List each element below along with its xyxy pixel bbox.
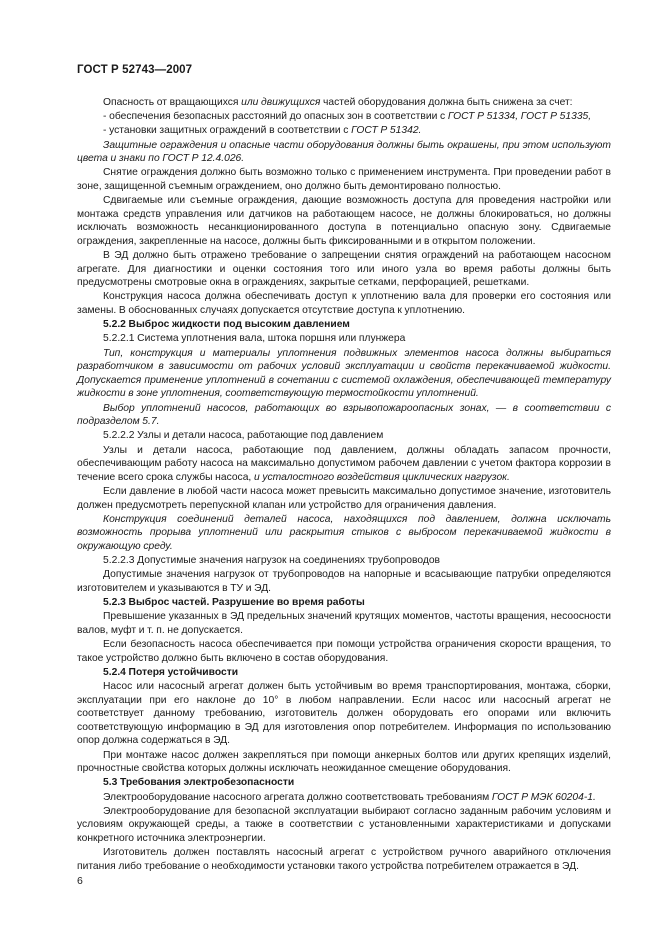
text-run: 5.2.2.2 Узлы и детали насоса, работающие под давлением (103, 430, 384, 442)
para-ed-prohibition (77, 249, 611, 290)
para-electrical-selection (77, 805, 611, 846)
text-run: 5.2.4 Потеря устойчивости (103, 666, 239, 678)
para-anchor-bolts (77, 749, 611, 776)
para-stability (77, 680, 611, 748)
italic-text-run: и усталостного воздействия циклических нагрузок. (253, 471, 510, 483)
para-limits-exceeded (77, 610, 611, 637)
para-explosion-zones (77, 402, 611, 429)
para-emergency-stop (77, 846, 611, 873)
text-run: Опасность от вращающихся (103, 97, 242, 108)
para-electrical-standard (77, 791, 611, 805)
para-pipe-loads (77, 568, 611, 595)
text-run: Если безопасность насоса обеспечивается при помощи устройства ограничения скорости вращения, то такое устройство должно быть включено в состав оборудования. (77, 639, 611, 664)
text-run: Конструкция насоса должна обеспечивать доступ к уплотнению вала для проверки его состояния или замены. В обоснованных случаях допускается отсутствие доступа к уплотнению. (77, 291, 611, 317)
para-seal-design (77, 347, 611, 401)
text-run: Если давление в любой части насоса может превысить максимально допустимое значение, изготовитель должен предусмотреть перепускной клапан или устройство для ограничения давления. (77, 485, 611, 511)
italic-text-run: Тип, конструкция и материалы уплотнения подвижных элементов насоса должны выбираться разработчиком в зависимости от рабочих условий эксплуатации и свойств перекачиваемой жидкости. Допускается применение уплотнений в сочетании с системой охлаждения, обеспечивающей температуру жидкости в зоне уплотнения, соответствующую термостойкости уплотнений. (77, 347, 611, 400)
text-run: Насос или насосный агрегат должен быть устойчивым во время транспортирования, монтажа, сборки, эксплуатации при его наклоне до 10° в любом направлении. Если насос или насосный агрегат не соответствует данному требованию, изготовитель должен оборудовать его опорами или включить соответствующую информацию в ЭД для изготовления опор потребителем. Информация по использованию опор должна содержаться в ЭД. (77, 681, 611, 747)
text-run: Сдвигаемые или съемные ограждения, дающие возможность доступа для проведения настройки или монтажа средств управления или датчиков на работающем насосе, не должны блокироваться, но должны исключать возможность несанкционированного доступа в потенциально опасную зону. Сдвигаемые ограждения, закрепленные на насосе, должны быть фиксированными и в открытом положении. (77, 195, 611, 247)
para-sliding-guards (77, 194, 611, 248)
text-run: 5.2.2.1 Система уплотнения вала, штока поршня или плунжера (103, 333, 406, 345)
para-seal-access (77, 290, 611, 317)
text-run: В ЭД должно быть отражено требование о запрещении снятия ограждений на работающем насосном агрегате. Для диагностики и оценки состояния того или иного узла во время работы должны быть предусмотрены смотровые окна в ограждениях, закрытые сетками, перфорацией, решетками. (77, 250, 611, 289)
para-safe-distance (77, 110, 611, 124)
italic-text-run: ГОСТ Р 51342. (351, 125, 422, 137)
para-guards (77, 124, 611, 138)
para-guard-colors (77, 139, 611, 166)
text-run: Снятие ограждения должно быть возможно только с применением инструмента. При проведении работ в зоне, защищенной съемным ограждением, оно должно быть демонтировано полностью. (77, 167, 611, 192)
text-run: 5.2.2.3 Допустимые значения нагрузок на соединениях трубопроводов (103, 555, 441, 567)
text-run: - установки защитных ограждений в соответствии с (103, 125, 352, 137)
document-header: ГОСТ Р 52743—2007 (77, 64, 193, 76)
text-run: 5.2.3 Выброс частей. Разрушение во время работы (103, 597, 365, 609)
page-number: 6 (77, 875, 83, 887)
text-run: Превышение указанных в ЭД предельных значений крутящих моментов, частоты вращения, несоосности валов, муфт и т. п. не допускается. (77, 611, 611, 636)
heading-5-2-4 (77, 666, 611, 680)
text-run: 5.2.2 Выброс жидкости под высоким давлением (103, 319, 350, 331)
para-pressure-parts (77, 444, 611, 485)
para-5-2-2-1 (77, 332, 611, 346)
text-run: 5.3 Требования электробезопасности (103, 777, 295, 789)
para-speed-limiter (77, 638, 611, 665)
para-rotating-parts (77, 96, 611, 110)
text-run: частей оборудования должна быть снижена за счет: (320, 97, 573, 108)
para-bypass-valve (77, 485, 611, 512)
text-run: Изготовитель должен поставлять насосный агрегат с устройством ручного аварийного отключения питания либо требование о необходимости установки такого устройства потребителем отражается в ЭД. (77, 847, 611, 872)
document-body (77, 96, 611, 874)
heading-5-2-3 (77, 596, 611, 610)
text-run: Допустимые значения нагрузок от трубопроводов на напорные и всасывающие патрубки определяются изготовителем и указываются в ТУ и ЭД. (77, 569, 611, 594)
text-run: При монтаже насос должен закрепляться при помощи анкерных болтов или других крепящих изделий, прочностные свойства которых должны исключать неожиданное смещение оборудования. (77, 749, 611, 775)
text-run: Узлы и детали насоса, работающие под давлением, должны обладать запасом прочности, обеспечивающим работу насоса на максимально допустимом рабочем давлении с учетом фактора коррозии в течение всего срока службы насоса, (77, 444, 611, 483)
para-5-2-2-2 (77, 429, 611, 443)
italic-text-run: Конструкция соединений деталей насоса, находящихся под давлением, должна исключать возможность прорыва уплотнений или раскрытия стыков с выбросом перекачиваемой жидкости в окружающую среду. (77, 513, 611, 552)
italic-text-run: ГОСТ Р 51334, ГОСТ Р 51335, (447, 111, 592, 123)
para-joint-design (77, 513, 611, 554)
text-run: Электрооборудование для безопасной эксплуатации выбирают согласно заданным рабочим условиям и условиям окружающей среды, а также в соответствии с установленными характеристиками и допусками конкретного источника электроэнергии. (77, 805, 611, 844)
italic-text-run: или движущихся (241, 97, 321, 108)
para-5-2-2-3 (77, 554, 611, 568)
italic-text-run: Защитные ограждения и опасные части оборудования должны быть окрашены, при этом используют цвета и знаки по ГОСТ Р 12.4.026. (77, 139, 611, 165)
para-guard-removal (77, 166, 611, 193)
text-run: Электрооборудование насосного агрегата должно соответствовать требованиям (103, 791, 492, 803)
text-run: - обеспечения безопасных расстояний до опасных зон в соответствии с (103, 111, 448, 123)
heading-5-2-2 (77, 318, 611, 332)
italic-text-run: Выбор уплотнений насосов, работающих во взрывопожароопасных зонах, — в соответствии с подразделом 5.7. (77, 402, 611, 428)
italic-text-run: ГОСТ Р МЭК 60204-1. (491, 791, 596, 803)
heading-5-3 (77, 776, 611, 790)
